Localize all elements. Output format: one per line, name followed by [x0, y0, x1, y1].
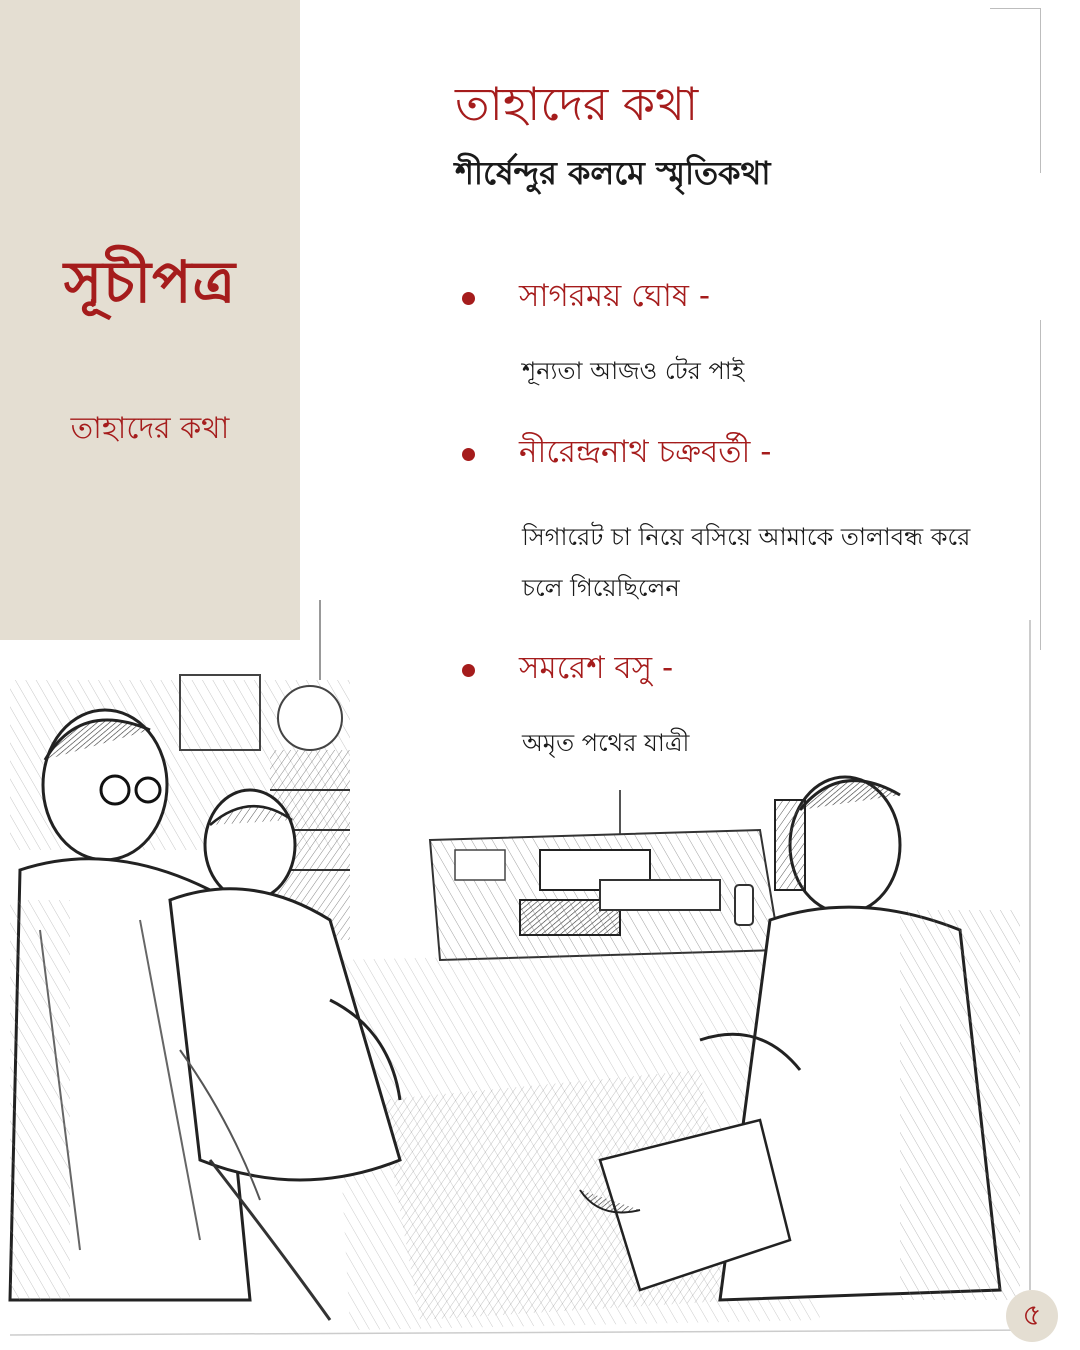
entry-author	[462, 428, 771, 480]
section-subheading: শীর্ষেন্দুর কলমে স্মৃতিকথা	[455, 154, 771, 192]
entry-author	[462, 272, 710, 324]
scan-border-right	[1040, 8, 1041, 173]
entry-author-name: সমরেশ বসু -	[519, 650, 674, 686]
entry-author-name: সাগরময় ঘোষ -	[519, 278, 711, 314]
bullet-icon	[462, 448, 475, 461]
page-number-badge: ৫	[1006, 1290, 1058, 1342]
entry-title: অমৃত পথের যাত্রী	[522, 729, 690, 757]
bullet-icon	[462, 292, 475, 305]
contents-side-panel	[0, 0, 300, 640]
entry-title: শূন্যতা আজও টের পাই	[522, 357, 745, 385]
section-heading: তাহাদের কথা	[455, 77, 699, 131]
bullet-icon	[462, 664, 475, 677]
entry-author-name: নীরেন্দ্রনাথ চক্রবর্তী -	[519, 434, 772, 470]
entry-author	[462, 644, 673, 696]
scan-border-right-lower	[1040, 320, 1041, 650]
entry-title: সিগারেট চা নিয়ে বসিয়ে আমাকে তালাবন্ধ করে চলে গিয়েছিলেন	[522, 523, 971, 602]
sketch-illustration	[0, 600, 1080, 1350]
contents-title: সূচীপত্র	[63, 248, 237, 316]
scan-border-top	[990, 8, 1040, 9]
contents-section-label: তাহাদের কথা	[70, 411, 230, 446]
